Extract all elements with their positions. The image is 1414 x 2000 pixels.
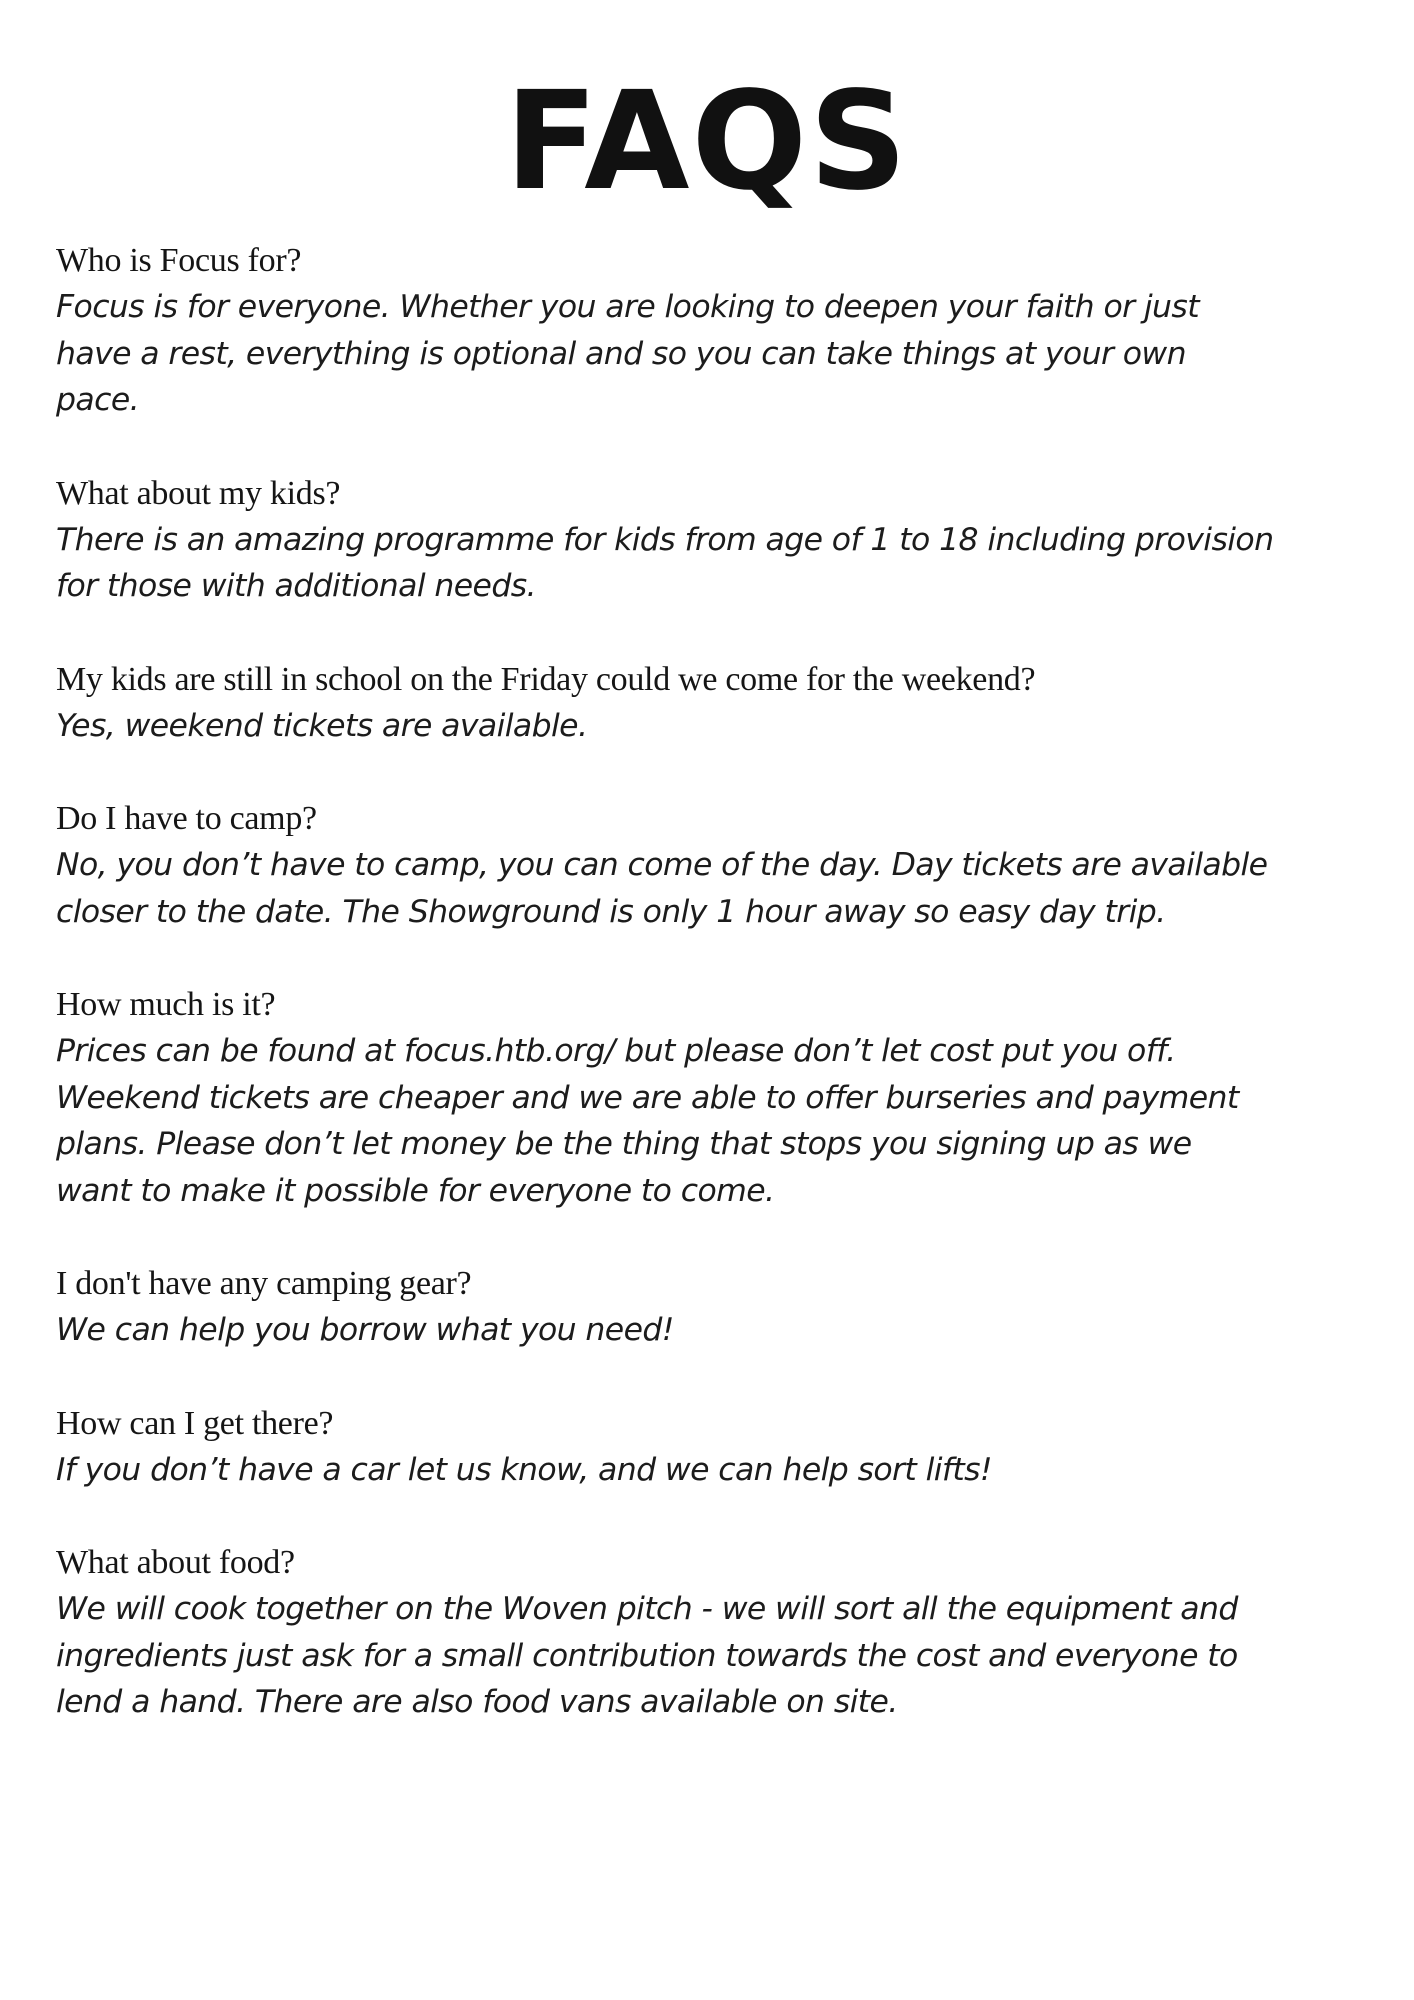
- faq-item-price: [56, 982, 1376, 1214]
- faq-answer-line: Focus is for everyone. Whether you are looking to deepen your faith or just: [56, 289, 1199, 325]
- faq-answer-line: If you don’t have a car let us know, and we can help sort lifts!: [56, 1451, 992, 1488]
- faq-list: [56, 238, 1376, 1773]
- faq-item-camping: [56, 796, 1376, 935]
- faq-item-kids: [56, 471, 1376, 610]
- faq-answer-line: No, you don’t have to camp, you can come of the day. Day tickets are available: [56, 847, 1268, 883]
- faq-question: What about food?: [56, 1544, 295, 1581]
- faq-answer-line: We can help you borrow what you need!: [56, 1312, 674, 1348]
- faq-item-food: [56, 1540, 1376, 1726]
- faq-question: How can I get there?: [56, 1404, 334, 1442]
- faq-question: Do I have to camp?: [56, 800, 317, 837]
- faq-answer-line: Prices can be found at focus.htb.org/ but please don’t let cost put you off.: [56, 1033, 1176, 1069]
- faq-answer-line: Weekend tickets are cheaper and we are able to offer burseries and payment: [56, 1079, 1239, 1116]
- faq-question: How much is it?: [56, 986, 276, 1023]
- faq-answer-line: for those with additional needs.: [56, 568, 536, 604]
- faq-answer-line: ingredients just ask for a small contribution towards the cost and everyone to: [56, 1637, 1238, 1674]
- faq-question: What about my kids?: [56, 474, 341, 512]
- faq-answer-line: closer to the date. The Showground is only 1 hour away so easy day trip.: [56, 893, 1166, 930]
- faq-question: My kids are still in school on the Friday could we come for the weekend?: [56, 660, 1036, 698]
- faq-item-camping-gear: [56, 1261, 1376, 1354]
- faq-answer-line: want to make it possible for everyone to come.: [56, 1172, 775, 1209]
- page-title: FAQS: [504, 63, 910, 221]
- faq-answer-line: There is an amazing programme for kids from age of 1 to 18 including provision: [56, 521, 1274, 558]
- faq-item-weekend: [56, 657, 1376, 750]
- faq-item-who-is-focus-for: [56, 238, 1376, 424]
- faq-answer-line: We will cook together on the Woven pitch - we will sort all the equipment and: [56, 1591, 1238, 1627]
- faq-answer-line: have a rest, everything is optional and so you can take things at your own: [56, 335, 1186, 372]
- faq-question: Who is Focus for?: [56, 242, 302, 279]
- faq-answer-line: Yes, weekend tickets are available.: [56, 707, 588, 744]
- faq-question: I don't have any camping gear?: [56, 1265, 472, 1302]
- faq-answer-line: plans. Please don’t let money be the thing that stops you signing up as we: [56, 1126, 1192, 1162]
- faq-answer-line: pace.: [56, 382, 140, 418]
- faq-answer-line: lend a hand. There are also food vans available on site.: [56, 1684, 898, 1720]
- faq-item-travel: [56, 1401, 1376, 1494]
